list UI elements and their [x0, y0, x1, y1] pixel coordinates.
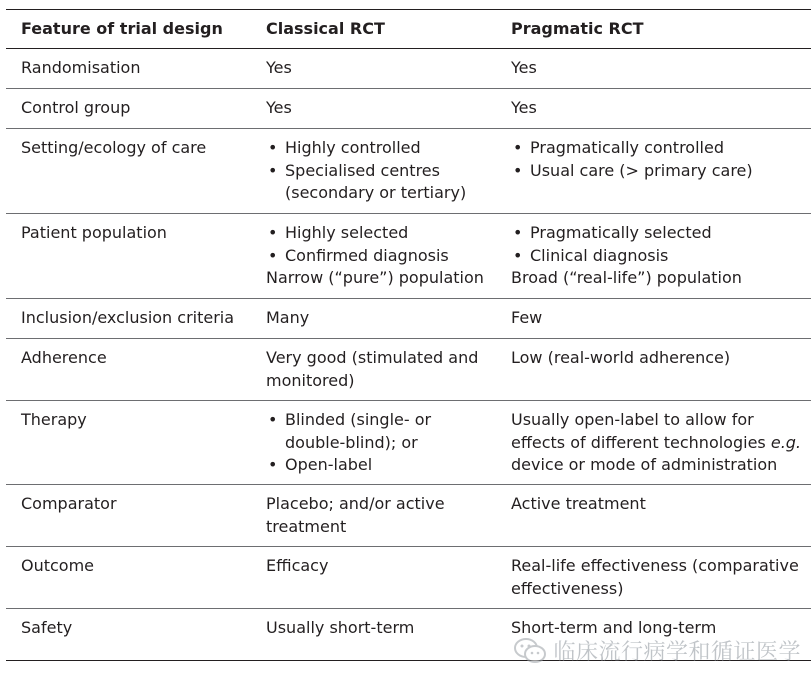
- header-classical: Classical RCT: [266, 19, 385, 38]
- pragmatic-text: Short-term and long-term: [511, 618, 717, 637]
- pragmatic-text: Active treatment: [511, 494, 646, 513]
- pragmatic-text: Low (real-world adherence): [511, 348, 731, 367]
- classical-cell: [251, 485, 496, 546]
- pragmatic-cell: [496, 214, 811, 298]
- header-pragmatic: Pragmatic RCT: [511, 19, 644, 38]
- feature-cell: Outcome: [21, 556, 95, 575]
- bullet-item: • Specialised centres (secondary or tertiary): [266, 160, 496, 205]
- classical-text: Usually short-term: [266, 618, 415, 637]
- bullet-item: • Usual care (> primary care): [511, 160, 807, 183]
- pragmatic-text: Yes: [511, 98, 537, 117]
- pragmatic-bullet-list: [511, 137, 807, 182]
- table-row: [6, 485, 811, 547]
- pragmatic-text: Yes: [511, 58, 537, 77]
- classical-cell: [251, 129, 496, 213]
- bullet-item: • Highly selected: [266, 222, 496, 245]
- classical-bullet-list: [266, 409, 496, 477]
- classical-cell: [251, 547, 496, 608]
- feature-cell: Comparator: [21, 494, 117, 513]
- pragmatic-text: Few: [511, 308, 543, 327]
- header-feature: Feature of trial design: [21, 19, 223, 38]
- watermark-text: 临床流行病学和循证医学: [553, 640, 801, 665]
- classical-text: Yes: [266, 58, 292, 77]
- wechat-icon: [513, 636, 547, 666]
- feature-cell: Setting/ecology of care: [21, 138, 207, 157]
- table-body: [6, 49, 811, 661]
- pragmatic-cell: [496, 89, 811, 128]
- pragmatic-cell: [496, 339, 811, 400]
- feature-cell: Randomisation: [21, 58, 141, 77]
- classical-population-note: Narrow (“pure”) population: [266, 268, 484, 287]
- pragmatic-cell: [496, 401, 811, 484]
- classical-cell: [251, 339, 496, 400]
- pragmatic-text: Usually open-label to allow for effects of different technologies e.g. device or mode of administration: [511, 410, 802, 474]
- pragmatic-cell: [496, 485, 811, 546]
- table-row: [6, 299, 811, 339]
- pragmatic-cell: [496, 129, 811, 213]
- watermark: [513, 635, 801, 666]
- feature-cell: Safety: [21, 618, 73, 637]
- table-row: [6, 89, 811, 129]
- table-header-row: [6, 9, 811, 49]
- pragmatic-population-note: Broad (“real-life”) population: [511, 268, 742, 287]
- trial-design-table: [6, 9, 811, 661]
- classical-text: Many: [266, 308, 310, 327]
- classical-cell: [251, 214, 496, 298]
- table-row: [6, 49, 811, 89]
- classical-text: Yes: [266, 98, 292, 117]
- feature-cell: Inclusion/exclusion criteria: [21, 308, 235, 327]
- pragmatic-cell: [496, 547, 811, 608]
- classical-bullet-list: [266, 137, 496, 205]
- classical-cell: [251, 401, 496, 484]
- bullet-item: • Blinded (single- or double-blind); or: [266, 409, 496, 454]
- classical-text: Placebo; and/or active treatment: [266, 494, 445, 536]
- table-row: [6, 214, 811, 299]
- table-row: [6, 129, 811, 214]
- classical-text: Efficacy: [266, 556, 329, 575]
- table-row: [6, 339, 811, 401]
- classical-cell: [251, 49, 496, 88]
- feature-cell: Patient population: [21, 223, 167, 242]
- bullet-item: • Pragmatically controlled: [511, 137, 807, 160]
- classical-bullet-list: [266, 222, 496, 267]
- bullet-item: • Clinical diagnosis: [511, 245, 807, 268]
- classical-cell: [251, 299, 496, 338]
- classical-cell: [251, 609, 496, 660]
- pragmatic-text: Real-life effectiveness (comparative effectiveness): [511, 556, 799, 598]
- classical-text: Very good (stimulated and monitored): [266, 348, 479, 390]
- bullet-item: • Highly controlled: [266, 137, 496, 160]
- feature-cell: Therapy: [21, 410, 87, 429]
- table-row: [6, 401, 811, 485]
- pragmatic-cell: [496, 49, 811, 88]
- bullet-item: • Open-label: [266, 454, 496, 477]
- feature-cell: Adherence: [21, 348, 107, 367]
- table-row: [6, 547, 811, 609]
- feature-cell: Control group: [21, 98, 131, 117]
- classical-cell: [251, 89, 496, 128]
- bullet-item: • Pragmatically selected: [511, 222, 807, 245]
- bullet-item: • Confirmed diagnosis: [266, 245, 496, 268]
- pragmatic-bullet-list: [511, 222, 807, 267]
- pragmatic-cell: [496, 299, 811, 338]
